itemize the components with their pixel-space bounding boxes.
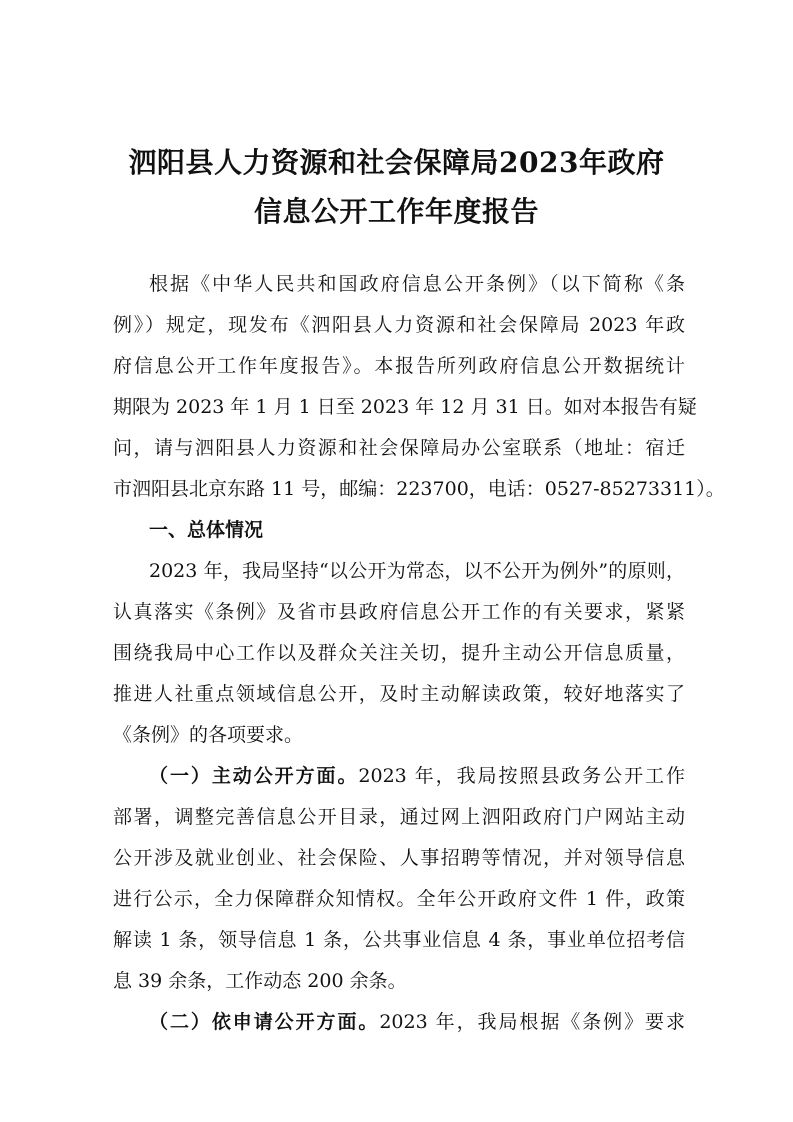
subsection-heading-active-disclosure: （一）主动公开方面。 — [149, 765, 359, 787]
subsection-1-line-5: 解读 1 条，领导信息 1 条，公共事业信息 4 条，事业单位招考信 — [113, 929, 685, 951]
intro-line-3: 府信息公开工作年度报告》。本报告所列政府信息公开数据统计 — [113, 355, 685, 377]
subsection-1-line-3: 公开涉及就业创业、社会保险、人事招聘等情况，并对领导信息 — [113, 847, 685, 869]
subsection-1-first-line-text: 2023 年，我局按照县政务公开工作 — [358, 765, 685, 787]
overview-line-5: 《条例》的各项要求。 — [113, 724, 304, 746]
intro-line-1: 根据《中华人民共和国政府信息公开条例》（以下简称《条 — [149, 273, 685, 295]
intro-line-5: 问，请与泗阳县人力资源和社会保障局办公室联系（地址：宿迁 — [113, 437, 685, 459]
subsection-1-line-2: 部署，调整完善信息公开目录，通过网上泗阳政府门户网站主动 — [113, 806, 685, 828]
overview-line-4: 推进人社重点领域信息公开，及时主动解读政策，较好地落实了 — [113, 683, 685, 705]
document-title-line-2: 信息公开工作年度报告 — [253, 195, 539, 228]
intro-line-4: 期限为 2023 年 1 月 1 日至 2023 年 12 月 31 日。如对本报告有疑 — [113, 396, 697, 418]
overview-line-3: 围绕我局中心工作以及群众关注关切，提升主动公开信息质量， — [113, 642, 685, 664]
document-title-line-1: 泗阳县人力资源和社会保障局2023年政府 — [128, 146, 665, 179]
section-heading-overview: 一、总体情况 — [149, 519, 264, 541]
intro-line-6: 市泗阳县北京东路 11 号，邮编：223700，电话：0527-85273311）。 — [113, 478, 725, 500]
subsection-1-line-4: 进行公示，全力保障群众知情权。全年公开政府文件 1 件，政策 — [113, 888, 685, 910]
subsection-2-first-line-text: 2023 年，我局根据《条例》要求 — [379, 1011, 685, 1033]
overview-line-2: 认真落实《条例》及省市县政府信息公开工作的有关要求，紧紧 — [113, 601, 685, 623]
intro-line-2: 例》）规定，现发布《泗阳县人力资源和社会保障局 2023 年政 — [113, 314, 685, 336]
subsection-heading-request-disclosure: （二）依申请公开方面。 — [149, 1011, 380, 1033]
subsection-1-line-6: 息 39 余条，工作动态 200 余条。 — [113, 970, 407, 992]
subsection-2-first-line — [149, 1008, 685, 1036]
subsection-1-first-line — [149, 762, 685, 790]
overview-line-1: 2023 年，我局坚持“以公开为常态，以不公开为例外”的原则， — [149, 560, 685, 582]
